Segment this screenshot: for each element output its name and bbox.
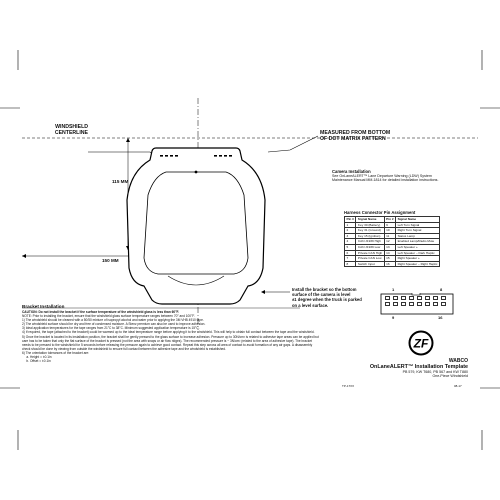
harness-section <box>344 210 440 267</box>
table-row: 5 CAN J1939 Low 13 Left Speaker + <box>345 244 440 250</box>
doc-date: 08-17 <box>454 384 462 388</box>
col-pin: Pin # <box>346 217 354 221</box>
camera-installation <box>332 169 452 183</box>
col-signal: Signal Name <box>396 217 440 223</box>
table-row: 8 Switch Input 16 Right Speaker – Right Haptic <box>346 261 438 266</box>
col-pin: Pin # <box>386 217 394 221</box>
step-2: 2) The windshield surface should be dry and free of condensed moisture. A Stenz premium can also be used to improve adhesion. <box>22 322 206 327</box>
table-row: 2 Key 31 (Ground) 10 Right Turn Signal <box>345 228 440 234</box>
note-text: NOTE: Prior to installing the bracket, ensure that the windshield glass surface temperature ranges between 70° and 100°F. <box>22 314 195 319</box>
doc-subtitle-2: One-Piece Windshield <box>432 374 468 378</box>
brand-name: WABCO <box>448 358 468 364</box>
caution-text: CAUTION: Do not install the bracket if the surface temperature of the windshield glass is less than 60°F. <box>22 310 179 314</box>
table-row: 3 Key 15 (Ignition) 11 Status Lamp <box>345 233 440 239</box>
dim-150-label: 150 MM <box>102 258 119 263</box>
bracket-installation <box>22 304 320 363</box>
zf-logo <box>408 330 434 356</box>
bracket-heading: Bracket Installation <box>22 304 65 309</box>
step-5: 5) Once the bracket is located in its installation position, the bracket shall be gently pressed to the glass surface to increase adhesion. Pressure up to 30N/cm² is related to adhesive tape areas can be applied but care has to be taken that only the flat surface of the bracket is pressed (not the area with snaps or air flow ridges). The recommended pressure is ~ 3N/cm² (related to the area of adhesive tape). The bracket needs to be pressed to the windshield for 5 seconds before releasing the pressure again to achieve good contact. Repeat this step across all area of contact to avoid formation of any air gaps. A disassembly check should be done by viewing from outside the windshield to ensure full contact between the adhesive tape and the windshield is established. <box>22 334 319 351</box>
install-level-note: Install the bracket so the bottom surface of the camera is level ±1 degree when the truck is parked on a level surface. <box>292 287 362 308</box>
harness-heading: Harness Connector Pin Assignment <box>344 210 416 215</box>
dim-115-label: 115 MM <box>112 179 129 184</box>
step-4: 4) If required, the tape (attached to the bracket) could be warmed up to the ideal temperature range before applying it to the windshield. This will help to obtain full contact between the tape and the windshield. <box>22 330 315 335</box>
bracket-window <box>144 172 248 274</box>
doc-title: OnLaneALERT™ Installation Template <box>369 364 468 370</box>
step-3: 3) Ideal application temperatures for the tape ranges from 21°C to 38°C. Minimum suggested application temperature is 15°C. <box>22 326 200 331</box>
table-row: 7 Private CAN Low 15 Right Speaker + <box>345 256 440 262</box>
table-row: 1 Key 30 (Battery) 9 Left Turn Signal <box>345 222 440 228</box>
camera-installation-body: See OnLaneALERT™ Lane Departure Warning (LDW) System Maintenance Manual MM-1814 for detailed installation instructions. <box>332 174 439 183</box>
svg-text:ZF: ZF <box>413 336 429 351</box>
measured-from-bottom-label: MEASURED FROM BOTTOM OF DOT MATRIX PATTERN <box>320 130 391 142</box>
step-6a: a. Height = ±0.1in <box>22 355 52 360</box>
title-block <box>350 358 468 378</box>
doc-number: TP-17XX <box>342 384 355 388</box>
table-row: 6 Private CAN High 14 Left Speaker – Dark Haptic <box>345 250 440 256</box>
step-1: 1) The windshield should be cleaned with a 50/50 mixture of isopropyl alcohol and water prior to applying the 3M VHB 4910 tape. <box>22 318 204 323</box>
dot-matrix-leader <box>268 136 318 152</box>
connector-diagram: 1 8 9 16 <box>376 287 456 321</box>
camera-installation-heading: Camera Installation <box>332 169 371 174</box>
step-6: 6) The orientation tolerances of the bracket are: <box>22 350 90 355</box>
connector-pins <box>385 296 451 308</box>
table-row: 4 CAN J1939 High 12 Enabled Lamp/Radio Mute <box>345 239 440 245</box>
doc-subtitle: PB 579, KW T680, PB 567 and KW T880 <box>402 370 468 374</box>
centerline-label: WINDSHIELD CENTERLINE <box>54 124 88 136</box>
col-signal: Signal Name <box>356 217 384 223</box>
step-6b: b. Offset = ±0.1in <box>22 359 51 364</box>
pin-table <box>344 216 440 267</box>
